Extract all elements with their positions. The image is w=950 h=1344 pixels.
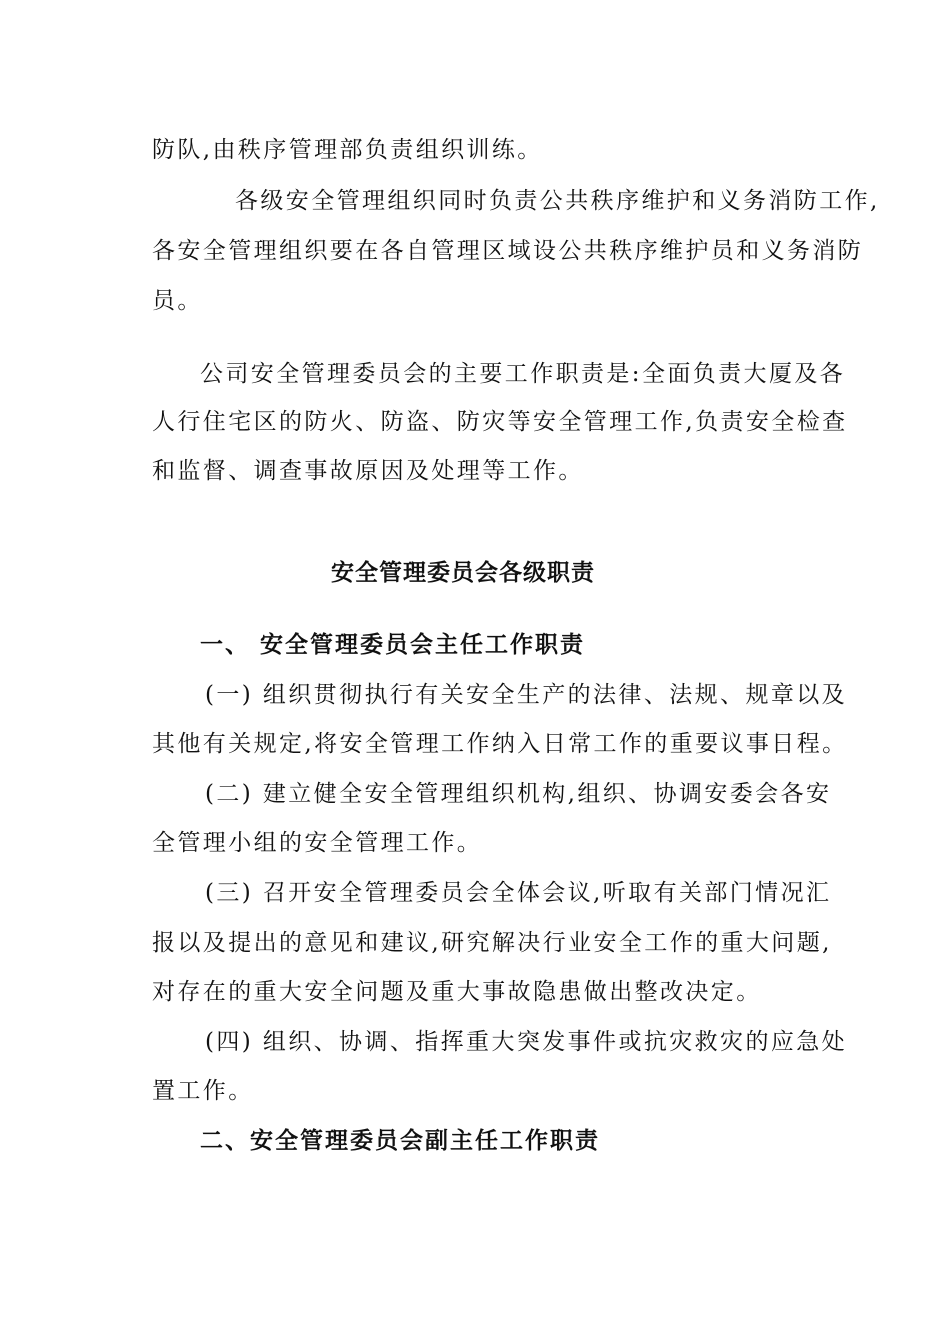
committee-duty-line-1: 公司安全管理委员会的主要工作职责是:全面负责大厦及各 xyxy=(200,361,846,387)
intro-line-2: 各级安全管理组织同时负责公共秩序维护和义务消防工作, xyxy=(235,188,880,214)
document-title: 安全管理委员会各级职责 xyxy=(331,560,595,586)
committee-duty-line-2: 人行住宅区的防火、防盗、防灾等安全管理工作,负责安全检查 xyxy=(152,409,848,435)
section-1-item-1-line-1: (一) 组织贯彻执行有关安全生产的法律、法规、规章以及 xyxy=(205,682,848,708)
section-1-item-3-line-2: 报以及提出的意见和建议,研究解决行业安全工作的重大问题, xyxy=(152,930,832,956)
section-1-item-3-line-1: (三) 召开安全管理委员会全体会议,听取有关部门情况汇 xyxy=(205,880,832,906)
section-1-item-2-line-1: (二) 建立健全安全管理组织机构,组织、协调安委会各安 xyxy=(205,781,832,807)
section-1-item-1-line-2: 其他有关规定,将安全管理工作纳入日常工作的重要议事日程。 xyxy=(152,731,848,757)
intro-line-3: 各安全管理组织要在各自管理区域设公共秩序维护员和义务消防 xyxy=(152,238,864,264)
section-1-item-3-line-3: 对存在的重大安全问题及重大事故隐患做出整改决定。 xyxy=(152,979,762,1005)
section-1-item-2-line-2: 全管理小组的安全管理工作。 xyxy=(152,830,483,856)
intro-line-1: 防队,由秩序管理部负责组织训练。 xyxy=(152,137,543,163)
section-1-item-4-line-1: (四) 组织、协调、指挥重大突发事件或抗灾救灾的应急处 xyxy=(205,1029,848,1055)
section-2-heading: 二、安全管理委员会副主任工作职责 xyxy=(200,1127,600,1154)
committee-duty-line-3: 和监督、调查事故原因及处理等工作。 xyxy=(152,458,584,484)
section-1-item-4-line-2: 置工作。 xyxy=(152,1078,254,1104)
intro-line-4: 员。 xyxy=(152,288,203,314)
section-1-heading: 一、 安全管理委员会主任工作职责 xyxy=(200,631,586,658)
